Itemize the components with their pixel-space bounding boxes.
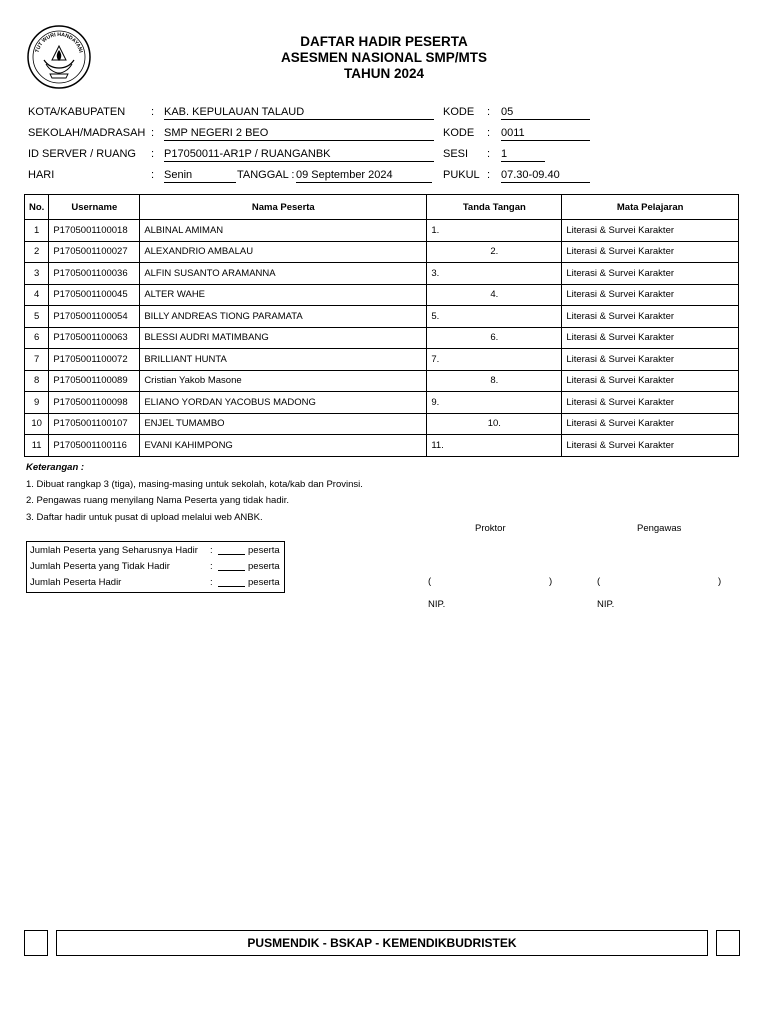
pengawas-label: Pengawas [637,523,682,534]
summary-unit: peserta [248,545,280,556]
summary-blank-field[interactable] [218,570,245,571]
attendance-table [24,194,739,457]
row-mapel: Literasi & Survei Karakter [562,306,739,328]
attendance-summary-box [26,541,285,593]
row-signature[interactable]: 6. [427,327,562,349]
kode1-label: KODE [443,106,475,118]
table-row [25,413,739,435]
row-mapel: Literasi & Survei Karakter [562,413,739,435]
table-row [25,327,739,349]
kode2-value: 0011 [501,126,590,141]
notes-header: Keterangan : [26,462,85,473]
row-nama: ALEXANDRIO AMBALAU [140,241,427,263]
info-block [0,0,768,190]
summary-row [27,559,284,575]
row-no: 8 [25,370,49,392]
pukul-label: PUKUL [443,169,480,181]
colon: : [210,561,213,572]
table-row [25,241,739,263]
row-nama: EVANI KAHIMPONG [140,435,427,457]
row-no: 1 [25,220,49,242]
row-username: P1705001100107 [49,413,140,435]
colon: : [487,106,491,118]
pengawas-nip-label: NIP. [597,599,615,610]
row-nama: ALFIN SUSANTO ARAMANNA [140,263,427,285]
note-item: 3. Daftar hadir untuk pusat di upload melalui web ANBK. [26,511,263,523]
table-row [25,263,739,285]
colon: : [151,127,155,139]
kode2-label: KODE [443,127,475,139]
sekolah-label: SEKOLAH/MADRASAH [28,127,146,139]
header-tanda-tangan: Tanda Tangan [427,195,562,220]
header-nama: Nama Peserta [140,195,427,220]
note-item: 2. Pengawas ruang menyilang Nama Peserta yang tidak hadir. [26,495,289,506]
proktor-label: Proktor [475,523,506,534]
header-mata-pelajaran: Mata Pelajaran [562,195,739,220]
colon: : [151,148,155,160]
pengawas-name-open-paren: ( [597,576,601,587]
row-username: P1705001100098 [49,392,140,414]
table-header-row [25,195,739,220]
row-mapel: Literasi & Survei Karakter [562,284,739,306]
row-signature[interactable]: 3. [427,263,562,285]
row-signature[interactable]: 7. [427,349,562,371]
header-no: No. [25,195,49,220]
row-no: 6 [25,327,49,349]
summary-label: Jumlah Peserta yang Tidak Hadir [30,561,170,572]
row-mapel: Literasi & Survei Karakter [562,435,739,457]
header-username: Username [49,195,140,220]
row-nama: Cristian Yakob Masone [140,370,427,392]
row-nama: BLESSI AUDRI MATIMBANG [140,327,427,349]
note-item: 1. Dibuat rangkap 3 (tiga), masing-masing untuk sekolah, kota/kab dan Provinsi. [26,478,363,490]
summary-blank-field[interactable] [218,586,245,587]
colon: : [487,127,491,139]
row-signature[interactable]: 5. [427,306,562,328]
row-mapel: Literasi & Survei Karakter [562,263,739,285]
row-username: P1705001100063 [49,327,140,349]
sesi-value: 1 [501,147,545,162]
row-mapel: Literasi & Survei Karakter [562,220,739,242]
row-mapel: Literasi & Survei Karakter [562,349,739,371]
row-username: P1705001100054 [49,306,140,328]
row-mapel: Literasi & Survei Karakter [562,370,739,392]
summary-label: Jumlah Peserta yang Seharusnya Hadir [30,545,198,556]
row-no: 7 [25,349,49,371]
kode1-value: 05 [501,105,590,120]
table-row [25,349,739,371]
row-username: P1705001100027 [49,241,140,263]
title-line-3: TAHUN 2024 [343,66,425,81]
summary-unit: peserta [248,577,280,588]
row-nama: ELIANO YORDAN YACOBUS MADONG [140,392,427,414]
server-label: ID SERVER / RUANG [28,148,136,160]
row-signature[interactable]: 1. [427,220,562,242]
proktor-name-close-paren: ) [549,576,553,587]
colon: : [151,169,155,181]
row-username: P1705001100036 [49,263,140,285]
table-row [25,392,739,414]
summary-row [27,543,284,559]
proktor-nip-label: NIP. [428,599,446,610]
title-line-1: DAFTAR HADIR PESERTA [300,34,468,49]
table-row [25,284,739,306]
sesi-label: SESI [443,148,469,160]
table-row [25,220,739,242]
row-signature[interactable]: 11. [427,435,562,457]
tanggal-label: TANGGAL : [237,169,295,181]
tanggal-value: 09 September 2024 [296,168,432,183]
hari-label: HARI [28,169,55,181]
summary-unit: peserta [248,561,280,572]
row-mapel: Literasi & Survei Karakter [562,241,739,263]
table-row [25,306,739,328]
row-signature[interactable]: 2. [427,241,562,263]
colon: : [487,148,491,160]
sekolah-value: SMP NEGERI 2 BEO [164,126,434,141]
footer-left-square [24,930,48,956]
pengawas-name-close-paren: ) [718,576,722,587]
footer-banner: PUSMENDIK - BSKAP - KEMENDIKBUDRISTEK [56,930,708,956]
row-no: 3 [25,263,49,285]
summary-row [27,575,284,591]
row-no: 9 [25,392,49,414]
kota-label: KOTA/KABUPATEN [28,106,126,118]
kota-value: KAB. KEPULAUAN TALAUD [164,105,434,120]
row-username: P1705001100116 [49,435,140,457]
notes-section [26,460,363,526]
row-mapel: Literasi & Survei Karakter [562,392,739,414]
row-signature[interactable]: 10. [427,413,562,435]
table-row [25,435,739,457]
proktor-name-open-paren: ( [428,576,432,587]
footer-right-square [716,930,740,956]
row-username: P1705001100018 [49,220,140,242]
svg-text:TUT WURI HANDAYANI: TUT WURI HANDAYANI [34,31,84,54]
colon: : [210,577,213,588]
summary-blank-field[interactable] [218,554,245,555]
colon: : [151,106,155,118]
row-nama: ALBINAL AMIMAN [140,220,427,242]
row-username: P1705001100072 [49,349,140,371]
row-no: 4 [25,284,49,306]
table-row [25,370,739,392]
title-line-2: ASESMEN NASIONAL SMP/MTS [280,50,488,65]
colon: : [487,169,491,181]
row-no: 10 [25,413,49,435]
row-username: P1705001100089 [49,370,140,392]
row-username: P1705001100045 [49,284,140,306]
pukul-value: 07.30-09.40 [501,168,590,183]
row-nama: ALTER WAHE [140,284,427,306]
row-no: 2 [25,241,49,263]
server-value: P17050011-AR1P / RUANGANBK [164,147,434,162]
hari-value: Senin [164,168,236,183]
row-signature[interactable]: 8. [427,370,562,392]
row-nama: BILLY ANDREAS TIONG PARAMATA [140,306,427,328]
row-no: 11 [25,435,49,457]
row-no: 5 [25,306,49,328]
colon: : [210,545,213,556]
row-nama: ENJEL TUMAMBO [140,413,427,435]
row-mapel: Literasi & Survei Karakter [562,327,739,349]
row-nama: BRILLIANT HUNTA [140,349,427,371]
row-signature[interactable]: 4. [427,284,562,306]
row-signature[interactable]: 9. [427,392,562,414]
summary-label: Jumlah Peserta Hadir [30,577,122,588]
